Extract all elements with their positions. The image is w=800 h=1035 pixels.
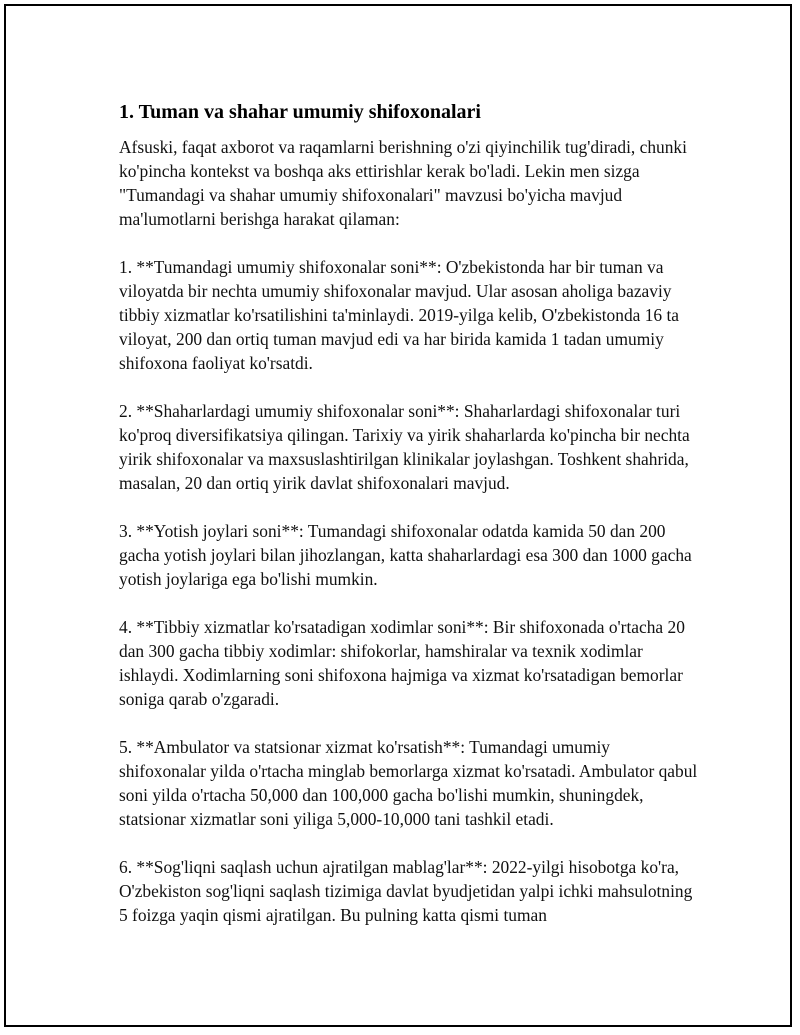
paragraph-medical-staff: 4. **Tibbiy xizmatlar ko'rsatadigan xodimlar soni**: Bir shifoxonada o'rtacha 20 dan 300 gacha tibbiy xodimlar: shifokorlar, hamshiralar va texnik xodimlar ishlaydi. Xodimlarning soni shifoxona hajmiga va xizmat ko'rsatadigan bemorlar soniga qarab o'zgaradi. xyxy=(119,617,685,709)
intro-paragraph: Afsuski, faqat axborot va raqamlarni berishning o'zi qiyinchilik tug'diradi, chunki ko'pincha kontekst va boshqa aks ettirishlar kerak bo'ladi. Lekin men sizga "Tumandagi va shahar umumiy shifoxonalari" mavzusi bo'yicha mavjud ma'lumotlarni berishga harakat qilaman: xyxy=(119,137,687,229)
paragraph-bed-count: 3. **Yotish joylari soni**: Tumandagi shifoxonalar odatda kamida 50 dan 200 gacha yotish joylari bilan jihozlangan, katta shaharlardagi esa 300 dan 1000 gacha yotish joylariga ega bo'lishi mumkin. xyxy=(119,521,692,589)
document-body xyxy=(119,98,699,951)
page-frame xyxy=(4,4,792,1027)
document-heading: 1. Tuman va shahar umumiy shifoxonalari xyxy=(119,101,481,123)
paragraph-city-hospitals: 2. **Shaharlardagi umumiy shifoxonalar soni**: Shaharlardagi shifoxonalar turi ko'proq diversifikatsiya qilingan. Tarixiy va yirik shaharlarda ko'pincha bir nechta yirik shifoxonalar va maxsuslashtirilgan klinikalar joylashgan. Toshkent shahrida, masalan, 20 dan ortiq yirik davlat shifoxonalari mavjud. xyxy=(119,401,690,493)
paragraph-outpatient-inpatient: 5. **Ambulator va statsionar xizmat ko'rsatish**: Tumandagi umumiy shifoxonalar yilda o'rtacha minglab bemorlarga xizmat ko'rsatadi. Ambulator qabul soni yilda o'rtacha 50,000 dan 100,000 gacha bo'lishi mumkin, shuningdek, statsionar xizmatlar soni yiliga 5,000-10,000 tani tashkil etadi. xyxy=(119,737,698,829)
paragraph-district-hospitals: 1. **Tumandagi umumiy shifoxonalar soni**: O'zbekistonda har bir tuman va viloyatda bir nechta umumiy shifoxonalar mavjud. Ular asosan aholiga bazaviy tibbiy xizmatlar ko'rsatilishini ta'minlaydi. 2019-yilga kelib, O'zbekistonda 16 ta viloyat, 200 dan ortiq tuman mavjud edi va har birida kamida 1 tadan umumiy shifoxona faoliyat ko'rsatdi. xyxy=(119,257,679,373)
paragraph-health-funding: 6. **Sog'liqni saqlash uchun ajratilgan mablag'lar**: 2022-yilgi hisobotga ko'ra, O'zbekiston sog'liqni saqlash tizimiga davlat byudjetidan yalpi ichki mahsulotning 5 foizga yaqin qismi ajratilgan. Bu pulning katta qismi tuman xyxy=(119,857,693,925)
